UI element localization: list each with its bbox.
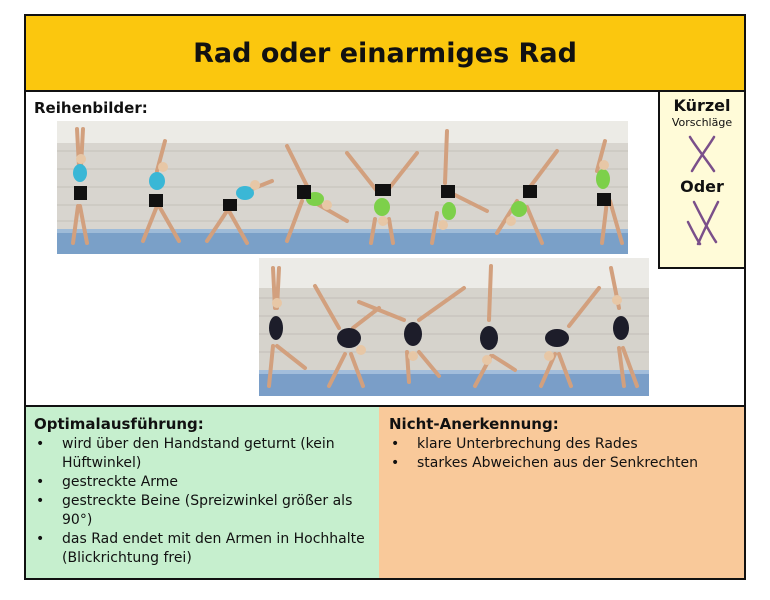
rad-card [24,14,746,580]
list-item: • gestreckte Beine (Spreizwinkel größer als 90°) [34,492,371,530]
list-item: • wird über den Handstand geturnt (kein Hüftwinkel) [34,435,371,473]
photo-sequence-1-image [57,121,628,254]
title-bar [26,16,744,92]
nicht-title: Nicht-Anerkennung: [389,415,559,433]
list-item: • das Rad endet mit den Armen in Hochhalte (Blickrichtung frei) [34,530,371,568]
optimal-title: Optimalausführung: [34,415,204,433]
photo-sequence-2-image [259,258,649,396]
kuerzel-subtitle: Vorschläge [671,116,733,129]
nicht-list [389,435,736,473]
images-area [26,92,744,405]
kuerzel-title: Kürzel [673,96,731,115]
symbol-check-cross-mark-icon [682,200,722,246]
kuerzel-oder: Oder [680,177,724,196]
criteria-section [26,405,744,578]
reihenbilder-label: Reihenbilder: [34,99,148,117]
symbol-x-mark-icon [684,133,720,175]
optimal-section [26,407,379,578]
photo-sequence-2 [259,258,649,396]
optimal-list [34,435,371,568]
list-item: • klare Unterbrechung des Rades [389,435,736,454]
page-title: Rad oder einarmiges Rad [193,37,577,69]
photo-sequence-1 [57,121,628,254]
nicht-anerkennung-section [379,407,744,578]
list-item: • starkes Abweichen aus der Senkrechten [389,454,736,473]
kuerzel-box [658,92,744,269]
list-item: • gestreckte Arme [34,473,371,492]
